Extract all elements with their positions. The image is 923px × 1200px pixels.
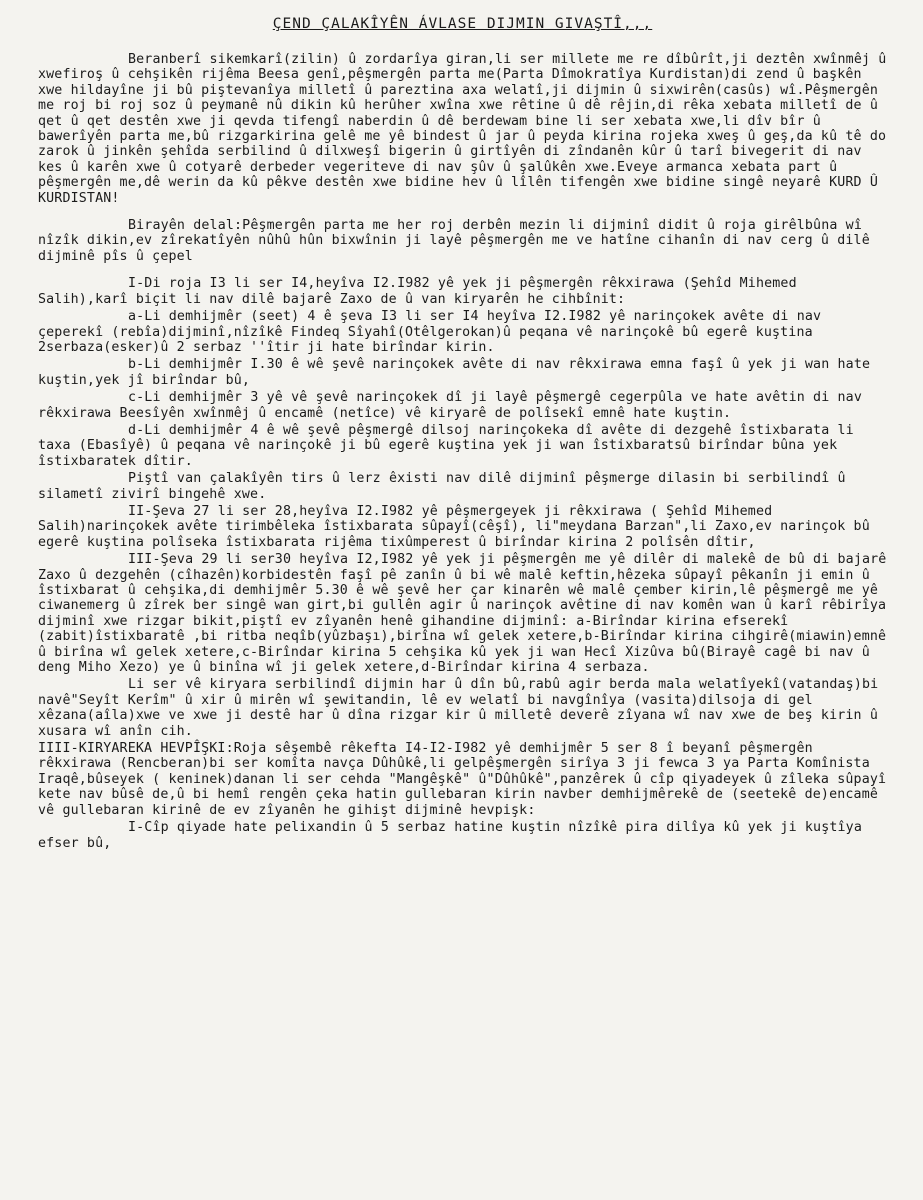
paragraph-event-1a: a-Li demhijmêr (seet) 4 ê şeva I3 li ser I4 heyîva I2.I982 yê narinçokek avête di nav çeperekî (rebîa)dijminî,nîzîkê Findeq Sîyahî(Otêlgerokan)û peqana vê narinçokê bû egerê kuştina 2serbaza(esker)û 2 serbaz ''îtir ji hate birîndar kirin. — [38, 309, 830, 355]
paragraph-event-3: III-Şeva 29 li ser30 heyîva I2,I982 yê yek ji pêşmergên me yê dilêr di malekê de bû di bajarê Zaxo û dezgehên (cîhazên)korbidestên faşî pê zanîn û bi wê malê keftin,hêzeka sûpayî pêkanîn ji emin û îstixbarat û cehşika,di demhijmêr 5.30 ê wê şevê her çar kinarên wê malê çember kirin,lê pêşmergê me yê ciwanemerg û zîrek ber singê wan girt,bi gullên agir û narinçok avêtine di nav komên wan û karî rêbirîya dijminî xwe rizgar bikit,piştî ev zîyanên henê gihandine dijminî: a-Birîndar kirina efserekî (zabit)îstixbaratê ,bi ritba neqîb(yûzbaşı),birîna wî gelek xetere,b-Birîndar kirina cihgirê(miawin)emnê û birîna wî gelek xetere,c-Birîndar kirina 5 cehşika kû yek ji wan Hecî Xizûva bû(Birayê cagê bi nav û deng Miho Xezo) ye û binîna wî ji gelek xetere,d-Birîndar kirina 4 serbaza. — [38, 552, 895, 676]
document-title: ÇEND ÇALAKÎYÊN ÁVLASE DIJMIN GIVAŞTÎ,,, — [272, 16, 653, 32]
paragraph-joint-action: IIII-KIRYAREKA HEVPÎŞKI:Roja sêşembê rêkefta I4-I2-I982 yê demhijmêr 5 ser 8 î beyanî pêşmergên rêkxirawa (Rencberan)bi ser komîta navça Dûhûkê,li gelpêşmergên sirîya 3 ji fewca 3 ya Parta Komînista Iraqê,bûseyek ( keninek)danan li ser cehda "Mangêşkê" û"Dûhûkê",panzêrek û cîp qiyadeyek û zîleka sûpayî kete nav bûsê de,û bi hemî rengên çeka hatin gullebaran kirin navber demhijmêrekê de (seetekê de)encamê vê gullebaran kirinê de ev zîyanên he gihişt dijminê hevpişk: — [38, 741, 895, 818]
paragraph-result-1: I-Cîp qiyade hate pelixandin û 5 serbaz hatine kuştin nîzîkê pira dilîya kû yek ji kuştîya efser bû, — [38, 820, 871, 851]
paragraph-event-1: I-Di roja I3 li ser I4,heyîva I2.I982 yê yek ji pêşmergên rêkxirawa (Şehîd Mihemed Salih),karî biçit li nav dilê bajarê Zaxo de û van kiryarên he cihbînit: — [38, 276, 805, 307]
paragraph-event-2: II-Şeva 27 li ser 28,heyîva I2.I982 yê pêşmergeyek ji rêkxirawa ( Şehîd Mihemed Salih)narinçokek avête tirimbêleka îstixbarata sûpayî(cêşî), li"meydana Barzan",li Zaxo,ev narinçok bû egerê kuştina polîseka îstixbarata rijêma tixûmperest û birîndar kirina 2 polîsên dîtir, — [38, 503, 879, 550]
paragraph-event-1c: c-Li demhijmêr 3 yê vê şevê narinçokek dî ji layê pêşmergê cegerpûla ve hate avêtin di nav rêkxirawa Beesîyên xwînmêj û encamê (netîce) vê kiryarê de polîsekî emnê hate kuştin. — [38, 390, 871, 421]
paragraph-event-1d: d-Li demhijmêr 4 ê wê şevê pêşmergê dilsoj narinçokeka dî avête di dezgehê îstixbarata li taxa (Ebasîyê) û peqana vê narinçokê ji bû egerê kuştina yek ji wan îstixbaratsû birîndar bûna yek îstixbaratek dîtir. — [38, 422, 862, 469]
paragraph-address: Birayên delal:Pêşmergên parta me her roj derbên mezin li dijminî didit û roja girêlbûna wî nîzîk dikin,ev zîrekatîyên nûhû hûn bixwînin ji layê pêşmergên me ve hatîne cihanîn di nav cerg û dilê dijminê pîs û çepel — [38, 218, 879, 264]
paragraph-event-1-after: Piştî van çalakîyên tirs û lerz êxisti nav dilê dijminî pêşmerge dilasin bi serbilindî û silametî zivirî bingehê xwe. — [38, 471, 854, 502]
paragraph-intro: Beranberî sikemkarî(zilin) û zordarîya giran,li ser millete me re dîbûrît,ji deztên xwînmêj û xwefiroş û cehşikên rijêma Beesa genî,pêşmergên parta me(Parta Dîmokratîya Kurdistan)di zend û başkên xwe hildayîne ji bû piştevanîya milletî û pareztina axa welatî,ji dijmin û sixwirên(casûs) wî.Pêşmergên me roj bi roj soz û peymanê nû dikin kû herûher xwîna xwe rêtine û dê rêjin,di rêka xebata milletî de û qet û qet destên xwe ji qevda tifengî naberdin û dê berdewam bine li ser xebata xwe,li dîv bîr û bawerîyên parta me,bû rizgarkirina gelê me yê bindest û jar û peyda kirina rojeka xweş û geş,da kû tê do zarok û jinkên şehîda serbilind û dilxweşî bigerin û girtîyên di zîndanên kûr û tarî bivegerit di nav kes û karên xwe û cotyarê derbeder vegeriteve di nav şûv û şalûkên xwe.Eveye armanca xebata part û pêşmergên me,dê werin da kû pêkve destên xwe bidine hev û lîlên tifengên xwe bidine singê neyarê KURD Û KURDISTAN! — [38, 52, 895, 206]
paragraph-event-1b: b-Li demhijmêr I.30 ê wê şevê narinçokek avête di nav rêkxirawa emna faşî û yek ji wan hate kuştin,yek jî birîndar bû, — [38, 357, 879, 388]
paragraph-aftermath: Li ser vê kiryara serbilindî dijmin har û dîn bû,rabû agir berda mala welatîyekî(vatandaş)bi navê"Seyît Kerîm" û xir û mirên wî şewitandin, lê ev welatî bi navgînîya (vasita)dilsoja di gel xêzana(aîla)xwe ve xwe ji destê har û dîna rizgar kir û milletê deverê zîyana wî nav xwe de beş kirin û xusara wî anîn cih. — [38, 677, 887, 739]
